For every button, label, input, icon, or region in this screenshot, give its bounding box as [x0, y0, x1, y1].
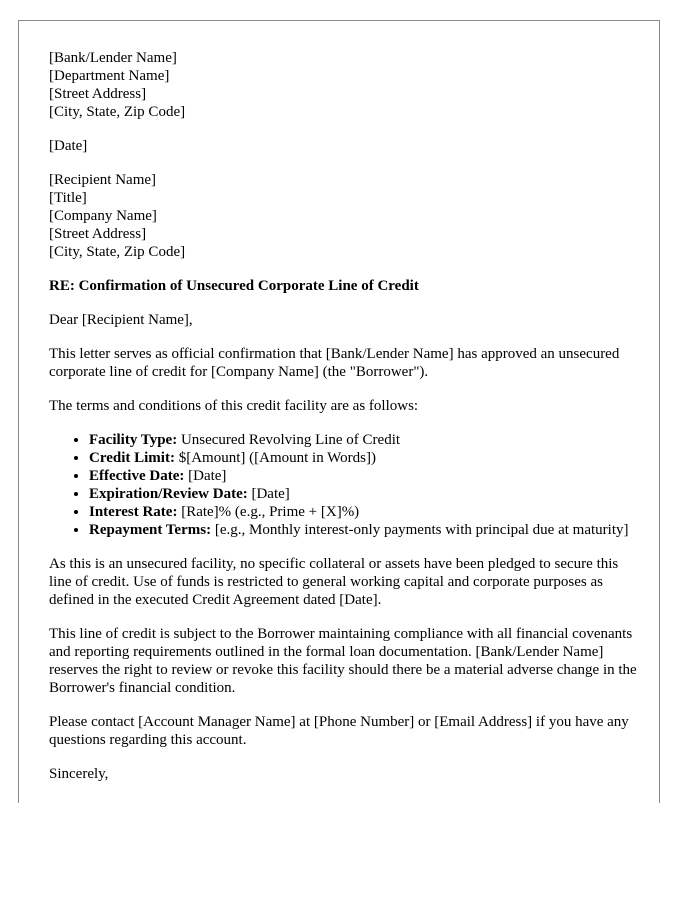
term-label: Expiration/Review Date:: [89, 486, 248, 502]
terms-intro-paragraph: The terms and conditions of this credit facility are as follows:: [49, 398, 419, 414]
terms-list: [49, 431, 639, 539]
term-value: [Date]: [247, 486, 290, 502]
date-text: [Date]: [49, 138, 88, 154]
list-item: [89, 503, 639, 521]
term-value: [Date]: [184, 468, 227, 484]
sender-bank-name: [Bank/Lender Name]: [49, 50, 177, 66]
contact-paragraph: Please contact [Account Manager Name] at [Phone Number] or [Email Address] if you have any questions regarding this account.: [49, 714, 629, 748]
list-item: [89, 449, 639, 467]
recipient-street: [Street Address]: [49, 226, 147, 242]
subject-line: RE: Confirmation of Unsecured Corporate Line of Credit: [49, 278, 419, 294]
list-item: [89, 521, 639, 539]
recipient-title: [Title]: [49, 190, 87, 206]
sender-city-state-zip: [City, State, Zip Code]: [49, 104, 186, 120]
term-value: $[Amount] ([Amount in Words]): [174, 450, 376, 466]
list-item: [89, 431, 639, 449]
list-item: [89, 485, 639, 503]
collateral-paragraph: As this is an unsecured facility, no specific collateral or assets have been pledged to secure this line of credit. Use of funds is restricted to general working capital and corporate purposes as defined in the executed Credit Agreement dated [Date].: [49, 556, 619, 608]
recipient-company: [Company Name]: [49, 208, 157, 224]
recipient-city-state-zip: [City, State, Zip Code]: [49, 244, 186, 260]
recipient-name: [Recipient Name]: [49, 172, 157, 188]
letter-content: [49, 49, 639, 799]
recipient-address: [49, 171, 639, 261]
list-item: [89, 467, 639, 485]
compliance-paragraph: This line of credit is subject to the Borrower maintaining compliance with all financial covenants and reporting requirements outlined in the formal loan documentation. [Bank/Lender Name] reserves the right to review or revoke this facility should there be a material adverse change in the Borrower's financial condition.: [49, 626, 637, 696]
term-label: Interest Rate:: [89, 504, 178, 520]
sender-department: [Department Name]: [49, 68, 170, 84]
term-value: Unsecured Revolving Line of Credit: [177, 432, 401, 448]
intro-paragraph: This letter serves as official confirmation that [Bank/Lender Name] has approved an unsecured corporate line of credit for [Company Name] (the "Borrower").: [49, 346, 620, 380]
letter-date: [49, 137, 639, 155]
term-label: Repayment Terms:: [89, 522, 212, 538]
term-value: [Rate]% (e.g., Prime + [X]%): [177, 504, 360, 520]
term-label: Facility Type:: [89, 432, 178, 448]
sender-address: [49, 49, 639, 121]
closing: Sincerely,: [49, 766, 109, 782]
sender-street: [Street Address]: [49, 86, 147, 102]
term-label: Effective Date:: [89, 468, 185, 484]
salutation: Dear [Recipient Name],: [49, 312, 193, 328]
letter-page: [18, 20, 660, 803]
term-label: Credit Limit:: [89, 450, 175, 466]
term-value: [e.g., Monthly interest-only payments with principal due at maturity]: [211, 522, 629, 538]
